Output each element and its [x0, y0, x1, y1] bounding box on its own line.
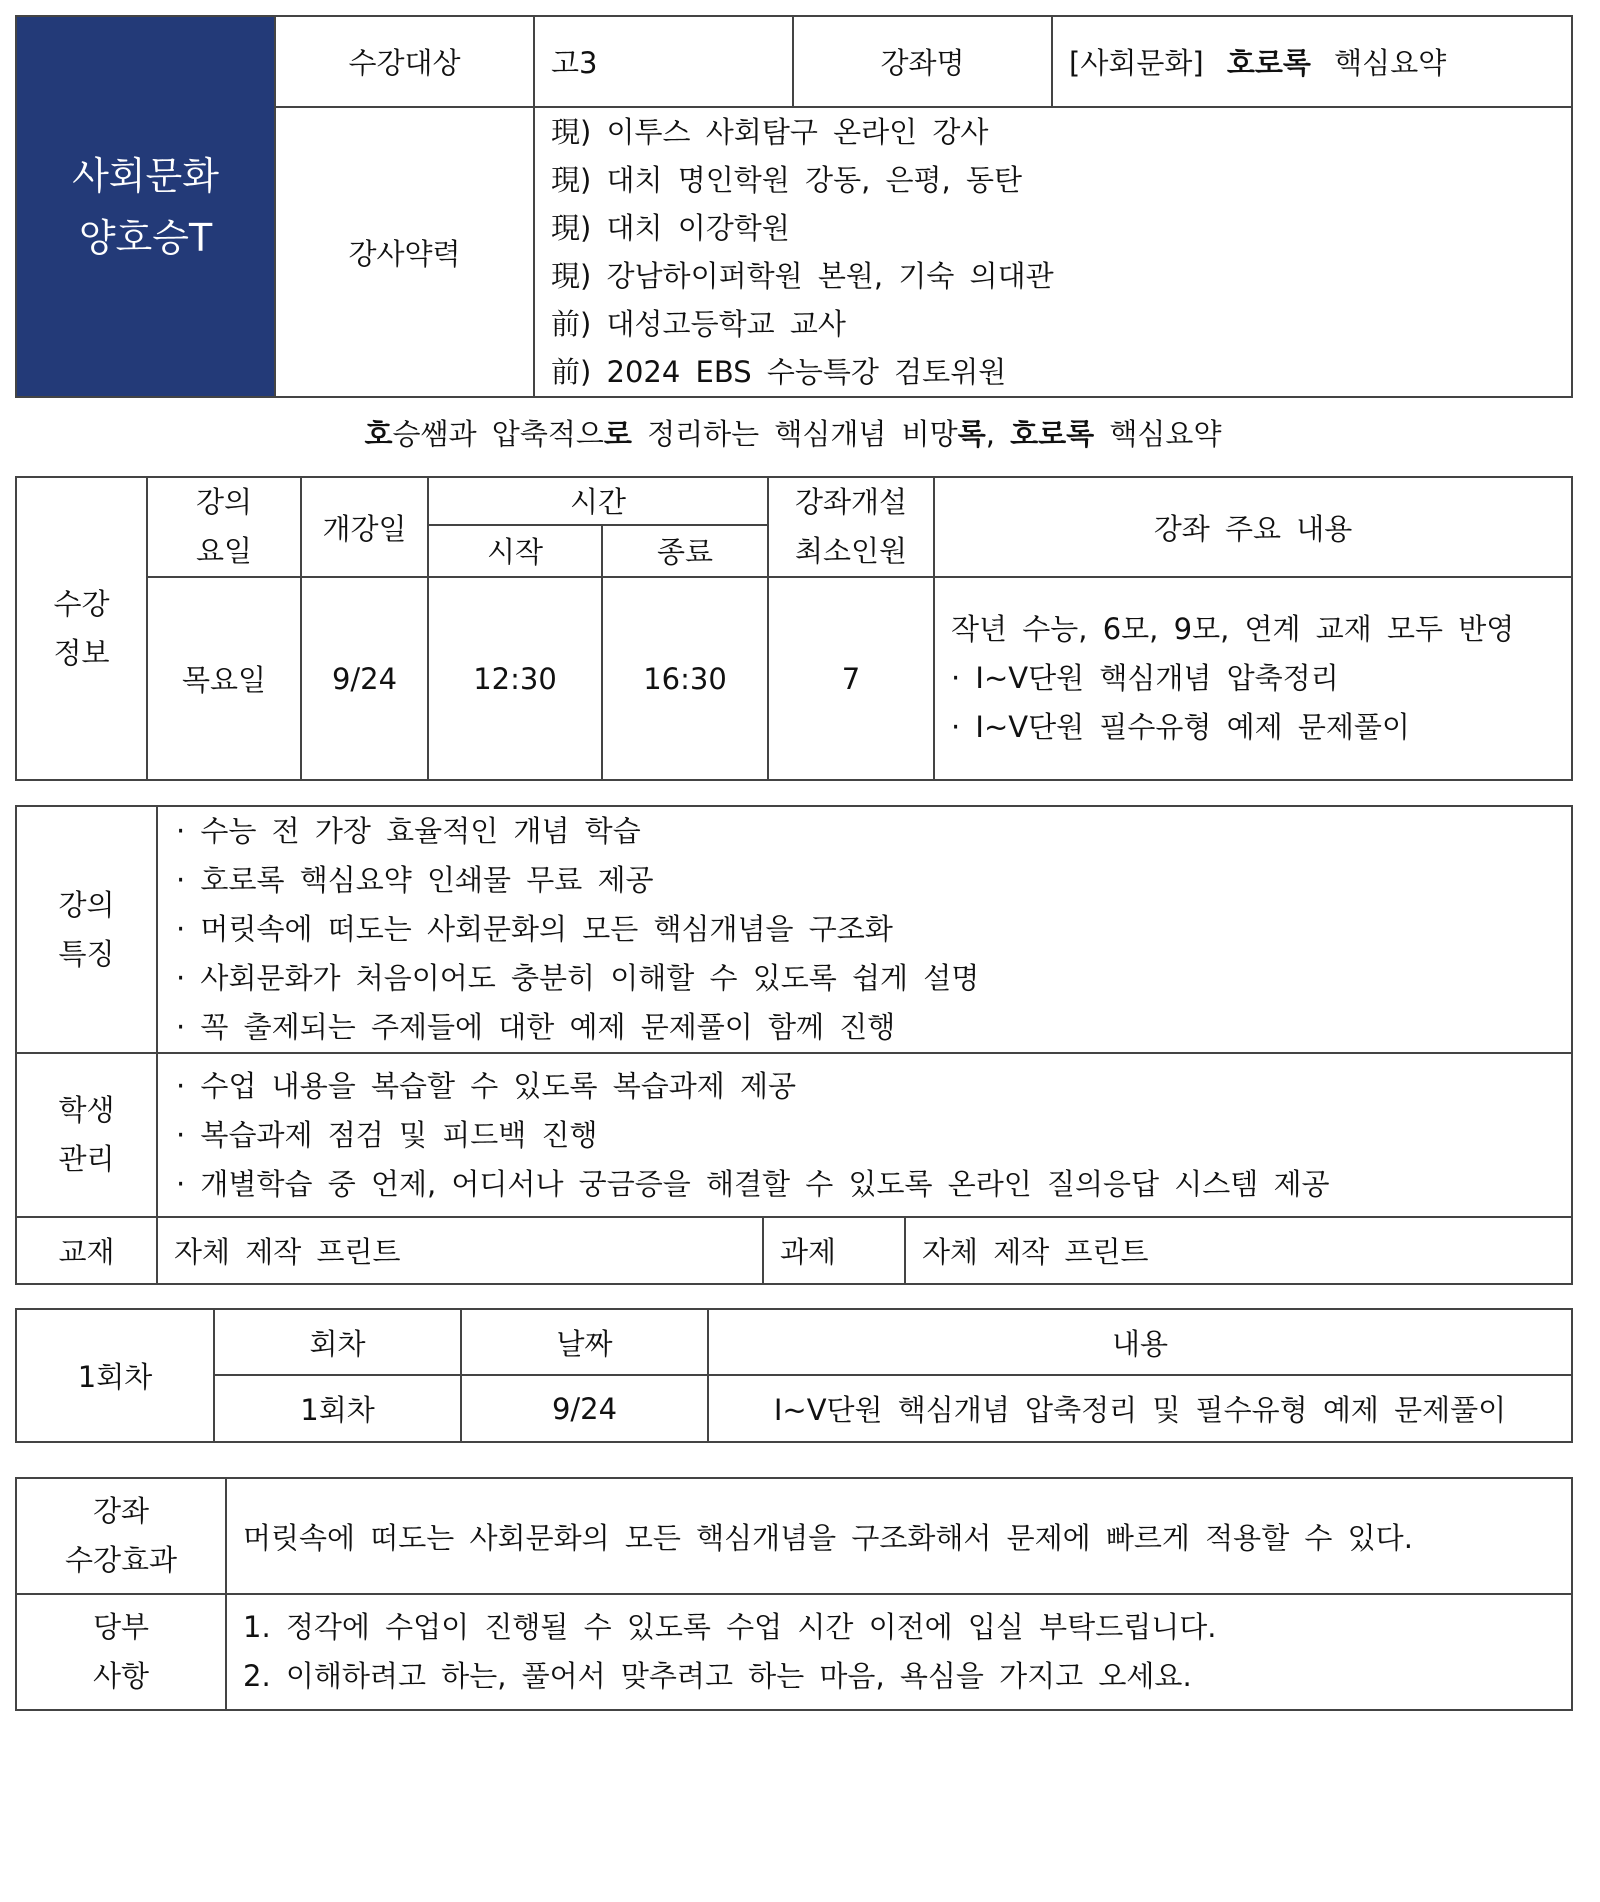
feature-item: · 사회문화가 처음이어도 충분히 이해할 수 있도록 쉽게 설명: [176, 961, 980, 995]
student-mgmt-label: [16, 1053, 157, 1217]
sessions-label: 1회차: [16, 1309, 214, 1442]
features-label-line: 강의: [58, 887, 115, 922]
effect-table: [15, 1477, 1573, 1711]
course-tagline: [15, 408, 1571, 460]
sessions-table: [15, 1308, 1573, 1443]
tagline-part: 핵심요약: [1094, 417, 1222, 451]
mgmt-item: · 개별학습 중 언제, 어디서나 궁금증을 해결할 수 있도록 온라인 질의응답 시스템 제공: [176, 1166, 1330, 1201]
target-label: 수강대상: [275, 16, 534, 107]
end-time-header: 종료: [602, 525, 768, 577]
day-header-line: 강의: [195, 485, 253, 519]
textbook-value: 자체 제작 프린트: [157, 1217, 763, 1284]
feature-item: · 호로록 핵심요약 인쇄물 무료 제공: [176, 863, 654, 897]
instructor-name: 양호승T: [78, 215, 213, 260]
career-label: 강사약력: [275, 107, 534, 397]
min-people-header: [768, 477, 934, 577]
career-item: 現) 대치 이강학원: [551, 211, 790, 245]
career-item: 現) 강남하이퍼학원 본원, 기숙 의대관: [551, 259, 1054, 293]
feature-item: · 머릿속에 떠도는 사회문화의 모든 핵심개념을 구조화: [176, 912, 893, 946]
time-header: 시간: [428, 477, 768, 525]
career-item: 前) 대성고등학교 교사: [551, 307, 846, 341]
lecture-day: 목요일: [147, 577, 301, 780]
course-name-prefix: [사회문화]: [1069, 46, 1204, 80]
tagline-part: ,: [985, 417, 1011, 451]
start-time: 12:30: [428, 577, 602, 780]
min-people-header-line: 강좌개설: [794, 485, 908, 519]
feature-item: · 꼭 출제되는 주제들에 대한 예제 문제풀이 함께 진행: [176, 1010, 896, 1044]
mgmt-item: · 수업 내용을 복습할 수 있도록 복습과제 제공: [176, 1068, 796, 1103]
content-item: 작년 수능, 6모, 9모, 연계 교재 모두 반영: [951, 612, 1515, 646]
day-header: [147, 477, 301, 577]
course-header-table: [15, 15, 1573, 398]
effect-label: [16, 1478, 226, 1594]
col-round-header: 회차: [214, 1309, 461, 1375]
tagline-part: 록: [957, 417, 986, 451]
open-date-header: 개강일: [301, 477, 428, 577]
schedule-table: [15, 476, 1573, 781]
effect-label-line: 강좌: [92, 1494, 150, 1528]
features-table: [15, 805, 1573, 1285]
session-date: 9/24: [461, 1375, 708, 1442]
student-mgmt-label-line: 학생: [58, 1093, 115, 1127]
course-name-label: 강좌명: [793, 16, 1052, 107]
effect-label-line: 수강효과: [64, 1543, 178, 1577]
textbook-label: 교재: [16, 1217, 157, 1284]
feature-item: · 수능 전 가장 효율적인 개념 학습: [176, 814, 641, 848]
content-item: · Ⅰ~Ⅴ단원 필수유형 예제 문제풀이: [951, 710, 1410, 744]
enroll-info-label-line: 수강: [53, 586, 110, 621]
career-item: 前) 2024 EBS 수능특강 검토위원: [551, 355, 1007, 389]
notice-list: [226, 1594, 1572, 1710]
course-name-value: [1052, 16, 1572, 107]
day-header-line: 요일: [195, 534, 253, 568]
course-content: [934, 577, 1572, 780]
instructor-title-cell: [16, 16, 275, 397]
notice-label-line: 당부: [92, 1610, 150, 1644]
tagline-part: 로: [603, 417, 632, 451]
end-time: 16:30: [602, 577, 768, 780]
tagline-part: 호로록: [1010, 417, 1095, 451]
student-mgmt-list: [157, 1053, 1572, 1217]
course-name-suffix: 핵심요약: [1334, 46, 1447, 80]
career-item: 現) 이투스 사회탐구 온라인 강사: [551, 115, 989, 149]
effect-value: 머릿속에 떠도는 사회문화의 모든 핵심개념을 구조화해서 문제에 빠르게 적용할 수 있다.: [226, 1478, 1572, 1594]
tagline-part: 승쌤과 압축적으: [392, 417, 604, 451]
career-list: [534, 107, 1572, 397]
target-value: 고3: [534, 16, 793, 107]
mgmt-item: · 복습과제 점검 및 피드백 진행: [176, 1117, 598, 1152]
start-time-header: 시작: [428, 525, 602, 577]
notice-label-line: 사항: [92, 1659, 150, 1693]
notice-label: [16, 1594, 226, 1710]
homework-value: 자체 제작 프린트: [905, 1217, 1572, 1284]
tagline-part: 정리하는 핵심개념 비망: [631, 417, 958, 451]
notice-item: 2. 이해하려고 하는, 풀어서 맞추려고 하는 마음, 욕심을 가지고 오세요.: [243, 1659, 1192, 1693]
content-item: · Ⅰ~Ⅴ단원 핵심개념 압축정리: [951, 661, 1339, 695]
session-content: Ⅰ~Ⅴ단원 핵심개념 압축정리 및 필수유형 예제 문제풀이: [708, 1375, 1572, 1442]
features-label-line: 특징: [58, 936, 115, 971]
col-date-header: 날짜: [461, 1309, 708, 1375]
features-list: [157, 806, 1572, 1053]
course-subject: 사회문화: [72, 153, 219, 198]
course-name-bold: 호로록: [1226, 46, 1311, 80]
min-people-header-line: 최소인원: [794, 534, 908, 568]
col-content-header: 내용: [708, 1309, 1572, 1375]
table-row: [16, 1375, 1572, 1442]
min-people: 7: [768, 577, 934, 780]
session-round: 1회차: [214, 1375, 461, 1442]
enroll-info-label-line: 정보: [53, 635, 110, 670]
enroll-info-label: [16, 477, 147, 780]
open-date: 9/24: [301, 577, 428, 780]
tagline-part: 호: [364, 417, 393, 451]
homework-label: 과제: [763, 1217, 905, 1284]
content-header: 강좌 주요 내용: [934, 477, 1572, 577]
career-item: 現) 대치 명인학원 강동, 은평, 동탄: [551, 163, 1023, 197]
notice-item: 1. 정각에 수업이 진행될 수 있도록 수업 시간 이전에 입실 부탁드립니다.: [243, 1610, 1217, 1644]
student-mgmt-label-line: 관리: [58, 1142, 115, 1176]
features-label: [16, 806, 157, 1053]
